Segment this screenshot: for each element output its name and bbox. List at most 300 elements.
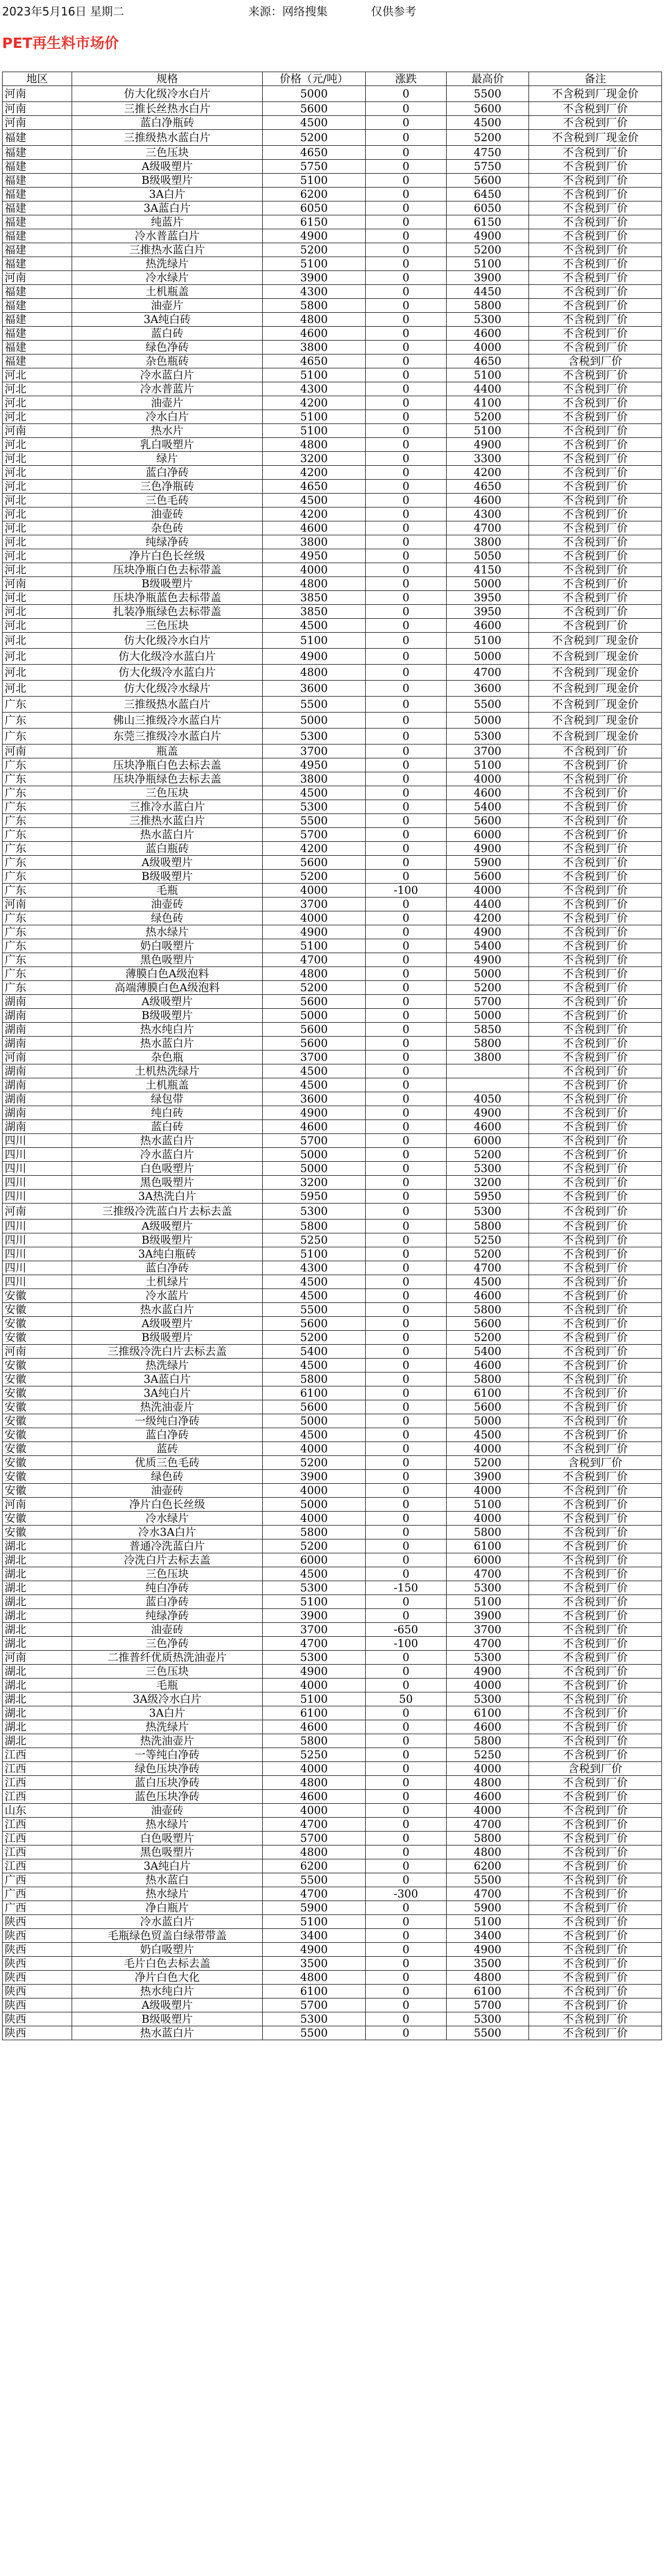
cell-high: 6000 xyxy=(447,1553,529,1567)
table-row xyxy=(3,1470,662,1484)
table-row xyxy=(3,1009,662,1023)
cell-region: 河北 xyxy=(3,480,72,494)
cell-high: 3400 xyxy=(447,1929,529,1943)
cell-spec: 冷水白片 xyxy=(72,410,263,424)
cell-change: 0 xyxy=(366,1261,447,1275)
table-row xyxy=(3,842,662,856)
cell-spec: 油壶片 xyxy=(72,299,263,313)
cell-spec: 蓝白净砖 xyxy=(72,1428,263,1442)
cell-price: 5200 xyxy=(263,1331,366,1345)
cell-change: 0 xyxy=(366,1526,447,1539)
table-row xyxy=(3,1289,662,1303)
table-row xyxy=(3,480,662,494)
cell-price: 5100 xyxy=(263,1595,366,1609)
table-row xyxy=(3,1818,662,1832)
cell-high: 5000 xyxy=(447,967,529,981)
cell-price: 3850 xyxy=(263,591,366,605)
cell-spec: 扎装净瓶绿色去标带盖 xyxy=(72,605,263,619)
cell-change: 0 xyxy=(366,1148,447,1162)
cell-note: 不含税到厂价 xyxy=(529,1692,662,1706)
table-row xyxy=(3,1303,662,1317)
cell-change: 0 xyxy=(366,1064,447,1078)
cell-change: 0 xyxy=(366,577,447,591)
cell-price: 6200 xyxy=(263,1859,366,1873)
cell-price: 4500 xyxy=(263,1275,366,1289)
cell-region: 福建 xyxy=(3,160,72,174)
cell-change: 0 xyxy=(366,649,447,665)
cell-high: 5300 xyxy=(447,1581,529,1595)
cell-spec: 热水绿片 xyxy=(72,925,263,939)
cell-spec: 净片白色大化 xyxy=(72,1971,263,1985)
cell-spec: 三色毛砖 xyxy=(72,494,263,507)
cell-change: 0 xyxy=(366,772,447,786)
cell-price: 6150 xyxy=(263,215,366,229)
cell-note: 不含税到厂价 xyxy=(529,577,662,591)
cell-spec: 三色压块 xyxy=(72,786,263,800)
cell-note: 不含税到厂价 xyxy=(529,382,662,396)
cell-region: 福建 xyxy=(3,243,72,257)
cell-change: 0 xyxy=(366,1553,447,1567)
table-row xyxy=(3,1331,662,1345)
cell-price: 3800 xyxy=(263,772,366,786)
cell-high: 4700 xyxy=(447,1818,529,1832)
cell-price: 4500 xyxy=(263,494,366,507)
cell-high: 5000 xyxy=(447,1414,529,1428)
cell-price: 4300 xyxy=(263,382,366,396)
cell-region: 江西 xyxy=(3,1762,72,1776)
cell-spec: 热洗绿片 xyxy=(72,1720,263,1734)
cell-note: 不含税到厂价 xyxy=(529,1247,662,1261)
cell-change: 0 xyxy=(366,354,447,368)
cell-spec: 冷水蓝白片 xyxy=(72,1915,263,1929)
cell-price: 5500 xyxy=(263,697,366,713)
cell-spec: 毛瓶 xyxy=(72,884,263,897)
cell-spec: 仿大化级冷水绿片 xyxy=(72,681,263,697)
cell-change: 0 xyxy=(366,1331,447,1345)
cell-high: 4650 xyxy=(447,480,529,494)
cell-high: 5300 xyxy=(447,1692,529,1706)
cell-price: 4500 xyxy=(263,1359,366,1372)
cell-spec: 杂色瓶 xyxy=(72,1050,263,1064)
cell-region: 河北 xyxy=(3,535,72,549)
cell-price: 3600 xyxy=(263,1092,366,1106)
cell-high: 4200 xyxy=(447,466,529,480)
cell-price: 5100 xyxy=(263,1915,366,1929)
cell-note: 不含税到厂价 xyxy=(529,1372,662,1386)
cell-high: 5500 xyxy=(447,1873,529,1887)
cell-high: 4900 xyxy=(447,438,529,452)
cell-region: 广东 xyxy=(3,758,72,772)
cell-high: 5100 xyxy=(447,368,529,382)
cell-price: 3900 xyxy=(263,1609,366,1623)
table-row xyxy=(3,535,662,549)
cell-price: 4000 xyxy=(263,1484,366,1498)
table-row xyxy=(3,1233,662,1247)
table-row xyxy=(3,1442,662,1456)
cell-note: 不含税到厂价 xyxy=(529,981,662,995)
cell-high: 4000 xyxy=(447,1484,529,1498)
cell-price: 4500 xyxy=(263,1078,366,1092)
cell-change: 0 xyxy=(366,1762,447,1776)
cell-change: 0 xyxy=(366,1414,447,1428)
cell-note: 不含税到厂价 xyxy=(529,911,662,925)
cell-spec: 三推级热水蓝白片 xyxy=(72,130,263,146)
cell-change: 0 xyxy=(366,1901,447,1915)
table-row xyxy=(3,1023,662,1037)
cell-region: 江西 xyxy=(3,1832,72,1845)
table-row xyxy=(3,1064,662,1078)
cell-region: 广西 xyxy=(3,1901,72,1915)
cell-region: 湖北 xyxy=(3,1720,72,1734)
cell-price: 4000 xyxy=(263,884,366,897)
table-row xyxy=(3,1317,662,1331)
cell-high: 5850 xyxy=(447,1023,529,1037)
cell-region: 广东 xyxy=(3,925,72,939)
cell-region: 江西 xyxy=(3,1859,72,1873)
cell-note: 不含税到厂价 xyxy=(529,925,662,939)
cell-change: 0 xyxy=(366,341,447,354)
cell-region: 湖北 xyxy=(3,1734,72,1748)
cell-region: 广东 xyxy=(3,772,72,786)
table-row xyxy=(3,1901,662,1915)
cell-change: -100 xyxy=(366,1637,447,1651)
cell-region: 福建 xyxy=(3,341,72,354)
cell-change: 0 xyxy=(366,229,447,243)
cell-note: 不含税到厂价 xyxy=(529,1720,662,1734)
cell-high: 5500 xyxy=(447,2026,529,2040)
cell-spec: 二推普纤优质热洗油壶片 xyxy=(72,1651,263,1665)
cell-spec: A级吸塑片 xyxy=(72,856,263,870)
cell-high: 5800 xyxy=(447,299,529,313)
cell-region: 江西 xyxy=(3,1818,72,1832)
cell-region: 河南 xyxy=(3,1345,72,1359)
cell-high: 4600 xyxy=(447,494,529,507)
table-row xyxy=(3,1734,662,1748)
cell-change: 0 xyxy=(366,1985,447,1998)
cell-change: 0 xyxy=(366,591,447,605)
cell-note: 不含税到厂价 xyxy=(529,116,662,130)
cell-high: 3950 xyxy=(447,591,529,605)
cell-spec: 净白瓶片 xyxy=(72,1901,263,1915)
cell-region: 福建 xyxy=(3,215,72,229)
cell-region: 河北 xyxy=(3,591,72,605)
table-row xyxy=(3,884,662,897)
cell-spec: 3A蓝白片 xyxy=(72,1372,263,1386)
cell-region: 广东 xyxy=(3,842,72,856)
cell-high: 4050 xyxy=(447,1092,529,1106)
cell-high: 5750 xyxy=(447,160,529,174)
cell-high: 4000 xyxy=(447,884,529,897)
cell-note: 不含税到厂价 xyxy=(529,870,662,884)
cell-change: 0 xyxy=(366,1943,447,1957)
cell-spec: A级吸塑片 xyxy=(72,1317,263,1331)
cell-change: 0 xyxy=(366,633,447,649)
table-row xyxy=(3,1428,662,1442)
table-row xyxy=(3,1261,662,1275)
cell-note: 不含税到厂价 xyxy=(529,2012,662,2026)
table-row xyxy=(3,1539,662,1553)
cell-spec: B级吸塑片 xyxy=(72,1331,263,1345)
cell-price: 4600 xyxy=(263,1120,366,1134)
table-row xyxy=(3,995,662,1009)
cell-region: 河北 xyxy=(3,665,72,681)
cell-spec: 三推热水蓝白片 xyxy=(72,814,263,828)
cell-high: 5800 xyxy=(447,1037,529,1050)
cell-change: 0 xyxy=(366,1023,447,1037)
cell-change: 0 xyxy=(366,1484,447,1498)
cell-change: 0 xyxy=(366,452,447,466)
cell-change: 0 xyxy=(366,681,447,697)
cell-spec: 毛瓶绿色贸盖白绿带带盖 xyxy=(72,1929,263,1943)
cell-note: 不含税到厂价 xyxy=(529,1748,662,1762)
cell-spec: 三色压块 xyxy=(72,1665,263,1679)
cell-change: 0 xyxy=(366,897,447,911)
table-row xyxy=(3,1609,662,1623)
cell-high: 6100 xyxy=(447,1386,529,1400)
cell-region: 湖南 xyxy=(3,1078,72,1092)
cell-high: 4000 xyxy=(447,772,529,786)
cell-note: 不含税到厂价 xyxy=(529,215,662,229)
cell-high: 3900 xyxy=(447,1609,529,1623)
cell-high: 6100 xyxy=(447,1706,529,1720)
cell-note: 不含税到厂价 xyxy=(529,1679,662,1692)
cell-spec: 热水蓝白片 xyxy=(72,1134,263,1148)
table-row xyxy=(3,1595,662,1609)
cell-spec: 3A纯白砖 xyxy=(72,313,263,327)
table-row xyxy=(3,814,662,828)
cell-price: 4800 xyxy=(263,665,366,681)
cell-price: 4600 xyxy=(263,327,366,341)
cell-high: 4900 xyxy=(447,1665,529,1679)
cell-region: 福建 xyxy=(3,174,72,188)
table-row xyxy=(3,1915,662,1929)
table-row xyxy=(3,410,662,424)
cell-region: 河南 xyxy=(3,1050,72,1064)
cell-change: 0 xyxy=(366,257,447,271)
cell-note: 不含税到厂价 xyxy=(529,1386,662,1400)
cell-high: 3700 xyxy=(447,744,529,758)
cell-change: 0 xyxy=(366,713,447,728)
cell-spec: 仿大化级冷水蓝白片 xyxy=(72,665,263,681)
cell-change: 0 xyxy=(366,925,447,939)
cell-spec: A级吸塑片 xyxy=(72,1219,263,1233)
cell-note: 不含税到厂价 xyxy=(529,1120,662,1134)
cell-price: 3850 xyxy=(263,605,366,619)
cell-region: 四川 xyxy=(3,1134,72,1148)
cell-high: 4800 xyxy=(447,1776,529,1790)
cell-high: 5250 xyxy=(447,1748,529,1762)
cell-change: 0 xyxy=(366,870,447,884)
cell-spec: 蓝砖 xyxy=(72,1442,263,1456)
cell-high: 3200 xyxy=(447,1176,529,1190)
cell-high: 5600 xyxy=(447,870,529,884)
table-row xyxy=(3,911,662,925)
cell-spec: 热水纯白片 xyxy=(72,1023,263,1037)
cell-note: 不含税到厂价 xyxy=(529,1009,662,1023)
cell-change: 0 xyxy=(366,521,447,535)
table-row xyxy=(3,1050,662,1064)
cell-change: 0 xyxy=(366,1219,447,1233)
table-row xyxy=(3,1832,662,1845)
cell-high: 5100 xyxy=(447,257,529,271)
cell-spec: 三推级热水蓝白片 xyxy=(72,697,263,713)
table-row xyxy=(3,341,662,354)
cell-spec: 三推级冷洗蓝白片去标去盖 xyxy=(72,1204,263,1219)
cell-high: 5800 xyxy=(447,1832,529,1845)
cell-change: 0 xyxy=(366,1009,447,1023)
table-row xyxy=(3,1887,662,1901)
cell-note: 不含税到厂价 xyxy=(529,605,662,619)
cell-note: 不含税到厂价 xyxy=(529,591,662,605)
table-row xyxy=(3,1581,662,1595)
cell-price: 4500 xyxy=(263,786,366,800)
cell-high: 5600 xyxy=(447,1317,529,1331)
cell-change: 0 xyxy=(366,1971,447,1985)
cell-price: 5600 xyxy=(263,1023,366,1037)
cell-note: 不含税到厂价 xyxy=(529,1400,662,1414)
cell-spec: 冷水蓝白片 xyxy=(72,1148,263,1162)
cell-change: 0 xyxy=(366,1134,447,1148)
cell-price: 4000 xyxy=(263,563,366,577)
cell-change: 0 xyxy=(366,1247,447,1261)
cell-high: 3950 xyxy=(447,605,529,619)
cell-note: 不含税到厂价 xyxy=(529,313,662,327)
cell-region: 福建 xyxy=(3,354,72,368)
table-row xyxy=(3,981,662,995)
cell-change: 0 xyxy=(366,1679,447,1692)
cell-high: 4000 xyxy=(447,1679,529,1692)
cell-change: 0 xyxy=(366,188,447,201)
cell-price: 4800 xyxy=(263,1971,366,1985)
cell-change: 0 xyxy=(366,1873,447,1887)
cell-high: 4600 xyxy=(447,619,529,633)
cell-note: 不含税到厂价 xyxy=(529,1233,662,1247)
cell-price: 5200 xyxy=(263,870,366,884)
table-row xyxy=(3,786,662,800)
table-row xyxy=(3,368,662,382)
cell-spec: 白色吸塑片 xyxy=(72,1832,263,1845)
cell-note: 不含税到厂价 xyxy=(529,1204,662,1219)
cell-price: 4000 xyxy=(263,1762,366,1776)
cell-region: 湖北 xyxy=(3,1623,72,1637)
cell-change: 0 xyxy=(366,102,447,116)
cell-change: 0 xyxy=(366,1428,447,1442)
cell-region: 江西 xyxy=(3,1790,72,1804)
table-row xyxy=(3,1637,662,1651)
cell-spec: 3A纯白瓶砖 xyxy=(72,1247,263,1261)
cell-price: 5800 xyxy=(263,1526,366,1539)
cell-note: 不含税到厂价 xyxy=(529,452,662,466)
table-row xyxy=(3,939,662,953)
cell-change: 0 xyxy=(366,174,447,188)
cell-price: 3800 xyxy=(263,341,366,354)
cell-spec: 绿包带 xyxy=(72,1092,263,1106)
table-row xyxy=(3,1845,662,1859)
cell-note: 不含税到厂价 xyxy=(529,1162,662,1176)
cell-region: 广东 xyxy=(3,814,72,828)
cell-note: 不含税到厂价 xyxy=(529,466,662,480)
cell-price: 4800 xyxy=(263,1845,366,1859)
cell-region: 福建 xyxy=(3,285,72,299)
cell-price: 4500 xyxy=(263,116,366,130)
cell-region: 安徽 xyxy=(3,1470,72,1484)
cell-spec: 蓝色压块净砖 xyxy=(72,1790,263,1804)
cell-spec: 压块净瓶白色去标带盖 xyxy=(72,563,263,577)
cell-high: 4900 xyxy=(447,953,529,967)
cell-price: 5100 xyxy=(263,424,366,438)
cell-region: 山东 xyxy=(3,1804,72,1818)
cell-region: 河北 xyxy=(3,382,72,396)
table-row xyxy=(3,285,662,299)
cell-spec: 高端薄膜白色A级泡料 xyxy=(72,981,263,995)
table-row xyxy=(3,299,662,313)
cell-note: 不含税到厂价 xyxy=(529,1929,662,1943)
cell-price: 5250 xyxy=(263,1233,366,1247)
cell-high: 3700 xyxy=(447,1623,529,1637)
cell-spec: 三色压块 xyxy=(72,1567,263,1581)
cell-region: 湖南 xyxy=(3,1064,72,1078)
cell-high: 5700 xyxy=(447,995,529,1009)
cell-high: 3800 xyxy=(447,1050,529,1064)
cell-price: 5950 xyxy=(263,1190,366,1204)
table-row xyxy=(3,1106,662,1120)
table-row xyxy=(3,1190,662,1204)
table-row xyxy=(3,382,662,396)
cell-note: 不含税到厂价 xyxy=(529,174,662,188)
cell-region: 四川 xyxy=(3,1247,72,1261)
cell-high: 5200 xyxy=(447,1247,529,1261)
cell-high: 5900 xyxy=(447,856,529,870)
cell-region: 河北 xyxy=(3,605,72,619)
cell-high: 3300 xyxy=(447,452,529,466)
cell-region: 广东 xyxy=(3,953,72,967)
table-row xyxy=(3,1162,662,1176)
cell-note: 不含税到厂价 xyxy=(529,772,662,786)
cell-change: 0 xyxy=(366,1998,447,2012)
cell-note: 不含税到厂价 xyxy=(529,299,662,313)
cell-spec: 压块净瓶蓝色去标带盖 xyxy=(72,591,263,605)
cell-note: 不含税到厂价 xyxy=(529,102,662,116)
cell-price: 5250 xyxy=(263,1748,366,1762)
cell-price: 5000 xyxy=(263,1009,366,1023)
cell-price: 5700 xyxy=(263,1134,366,1148)
cell-region: 四川 xyxy=(3,1261,72,1275)
cell-spec: 油壶砖 xyxy=(72,1484,263,1498)
table-row xyxy=(3,605,662,619)
cell-note: 不含税到厂价 xyxy=(529,1567,662,1581)
cell-spec: 绿色净砖 xyxy=(72,341,263,354)
cell-spec: 净片白色长丝级 xyxy=(72,549,263,563)
table-row xyxy=(3,201,662,215)
table-row xyxy=(3,1706,662,1720)
cell-price: 4500 xyxy=(263,619,366,633)
cell-change: 0 xyxy=(366,1442,447,1456)
cell-change: 0 xyxy=(366,1734,447,1748)
cell-change: 0 xyxy=(366,160,447,174)
cell-price: 4200 xyxy=(263,466,366,480)
cell-region: 河北 xyxy=(3,619,72,633)
cell-change: 0 xyxy=(366,1303,447,1317)
cell-price: 4900 xyxy=(263,229,366,243)
cell-region: 河南 xyxy=(3,1204,72,1219)
table-row xyxy=(3,800,662,814)
cell-region: 河北 xyxy=(3,438,72,452)
cell-high: 5700 xyxy=(447,1998,529,2012)
cell-note: 不含税到厂价 xyxy=(529,1037,662,1050)
cell-change: 0 xyxy=(366,1845,447,1859)
cell-spec: 冷水3A白片 xyxy=(72,1526,263,1539)
table-row xyxy=(3,1692,662,1706)
